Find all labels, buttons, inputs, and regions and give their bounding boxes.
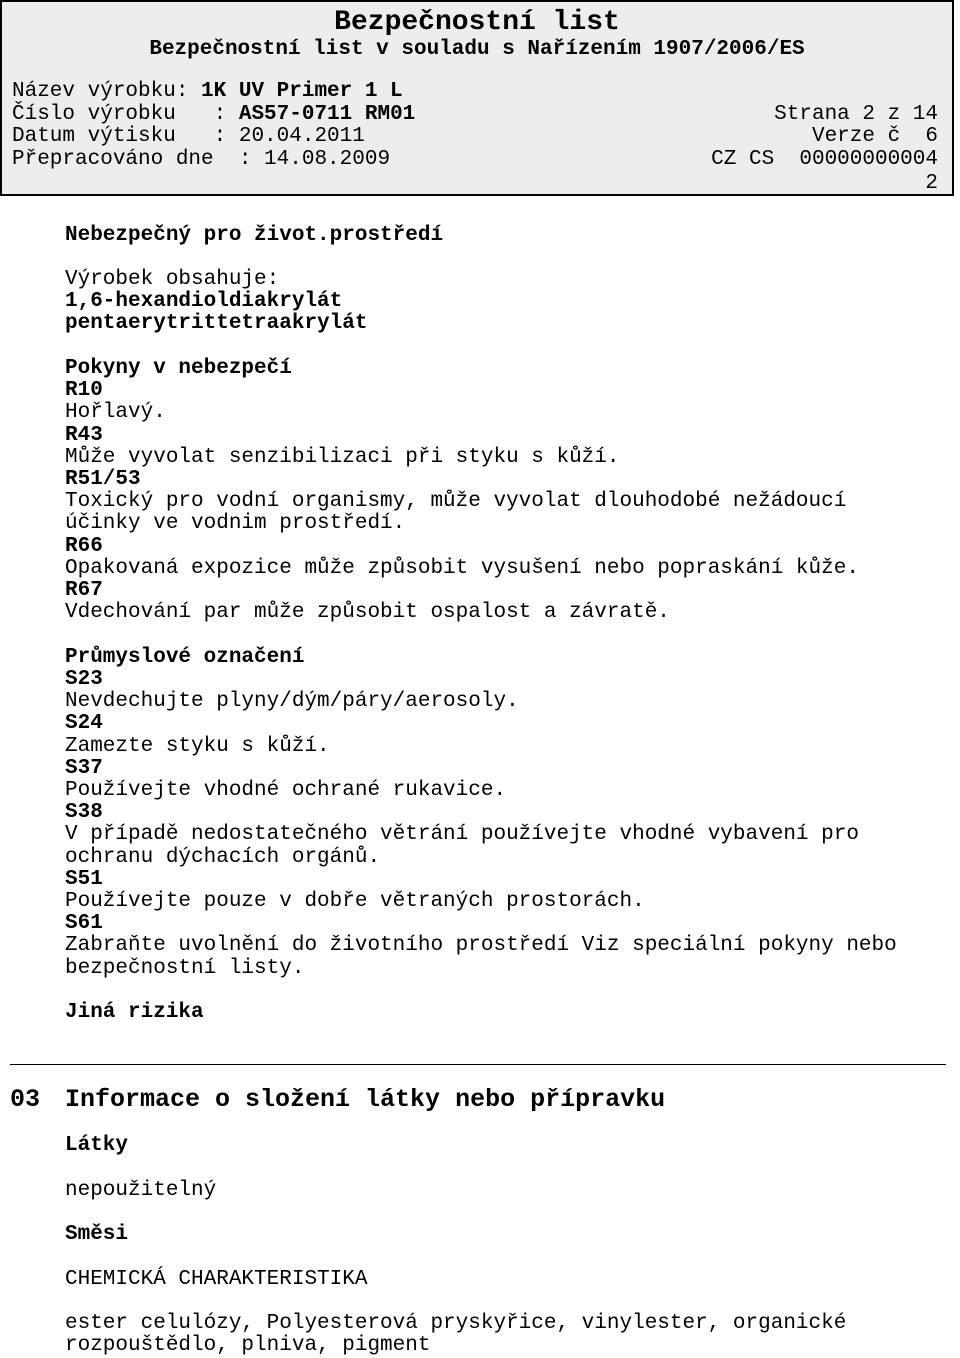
chemical-characteristic-text: rozpouštědlo, plniva, pigment [65, 1334, 431, 1357]
r-phrase-text: Vdechování par může způsobit ospalost a závratě. [65, 601, 670, 624]
section-3-title [10, 1085, 665, 1115]
chemical-characteristic-label: CHEMICKÁ CHARAKTERISTIKA [65, 1268, 368, 1291]
mixtures-heading: Směsi [65, 1223, 129, 1246]
s-phrase-code: S23 [65, 668, 103, 691]
page-indicator: Strana 2 z 14 [774, 103, 938, 126]
document-subtitle: Bezpečnostní list v souladu s Nařízením 1907/2006/ES [149, 38, 805, 61]
r-phrase-code: R51/53 [65, 468, 141, 491]
substances-value: nepoužitelný [65, 1179, 217, 1202]
s-phrase-text: ochranu dýchacích orgánů. [65, 846, 381, 869]
s-phrase-text: V případě nedostatečného větrání používejte vhodné vybavení pro [65, 823, 859, 846]
r-phrase-text: Opakovaná expozice může způsobit vysušení nebo popraskání kůže. [65, 557, 859, 580]
revised-row [12, 148, 390, 172]
section-number: 03 [10, 1085, 41, 1114]
product-name-value: 1K UV Primer 1 L [201, 80, 403, 103]
country-code: CZ CS 00000000004 [711, 148, 938, 171]
r-phrase-text: Hořlavý. [65, 401, 166, 424]
s-phrase-text: Používejte vhodné ochrané rukavice. [65, 779, 507, 802]
section-divider [10, 1064, 946, 1065]
hazard-symbol-heading: Nebezpečný pro život.prostředí [65, 224, 444, 247]
product-number-value: AS57-0711 RM01 [238, 103, 416, 126]
product-name-label: Název výrobku: [12, 80, 202, 103]
s-phrases-heading: Průmyslové označení [65, 646, 305, 669]
chemical-characteristic-text: ester celulózy, Polyesterová pryskyřice, vinylester, organické [65, 1312, 847, 1335]
version-indicator: Verze č 6 [811, 125, 938, 148]
print-date-label: Datum výtisku : [12, 125, 239, 148]
s-phrase-text: Zamezte styku s kůží. [65, 735, 330, 758]
s-phrase-code: S24 [65, 712, 103, 735]
product-name-row [12, 80, 403, 104]
r-phrase-code: R10 [65, 379, 103, 402]
product-number-label: Číslo výrobku : [12, 103, 239, 126]
r-phrases-heading: Pokyny v nebezpečí [65, 357, 292, 380]
print-date-row [12, 125, 365, 149]
page-mark: 2 [925, 172, 938, 195]
section-title-text: Informace o složení látky nebo přípravku [65, 1085, 666, 1114]
s-phrase-text: Nevdechujte plyny/dým/páry/aerosoly. [65, 690, 519, 713]
r-phrase-text: účinky ve vodnim prostředí. [65, 512, 406, 535]
document-header [0, 0, 954, 196]
s-phrase-text: bezpečnostní listy. [65, 957, 305, 980]
s-phrase-text: Zabraňte uvolnění do životního prostředí Viz speciální pokyny nebo [65, 934, 897, 957]
document-title: Bezpečnostní list [334, 7, 620, 38]
r-phrase-code: R67 [65, 579, 103, 602]
s-phrase-code: S37 [65, 757, 103, 780]
s-phrase-code: S51 [65, 868, 103, 891]
substance-item: pentaerytrittetraakrylát [65, 312, 368, 335]
r-phrase-text: Toxický pro vodní organismy, může vyvolat dlouhodobé nežádoucí [65, 490, 847, 513]
substance-item: 1,6-hexandioldiakrylát [65, 290, 343, 313]
contains-label: Výrobek obsahuje: [65, 268, 280, 291]
s-phrase-code: S61 [65, 912, 103, 935]
r-phrase-code: R66 [65, 535, 103, 558]
s-phrase-text: Používejte pouze v dobře větraných prostorách. [65, 890, 645, 913]
r-phrase-code: R43 [65, 424, 103, 447]
r-phrase-text: Může vyvolat senzibilizaci při styku s kůží. [65, 446, 620, 469]
revised-label: Přepracováno dne : [12, 148, 265, 171]
s-phrase-code: S38 [65, 801, 103, 824]
other-risks-heading: Jiná rizika [65, 1001, 204, 1024]
revised-value: 14.08.2009 [264, 148, 391, 171]
product-number-row [12, 103, 415, 127]
substances-heading: Látky [65, 1134, 129, 1157]
print-date-value: 20.04.2011 [238, 125, 365, 148]
